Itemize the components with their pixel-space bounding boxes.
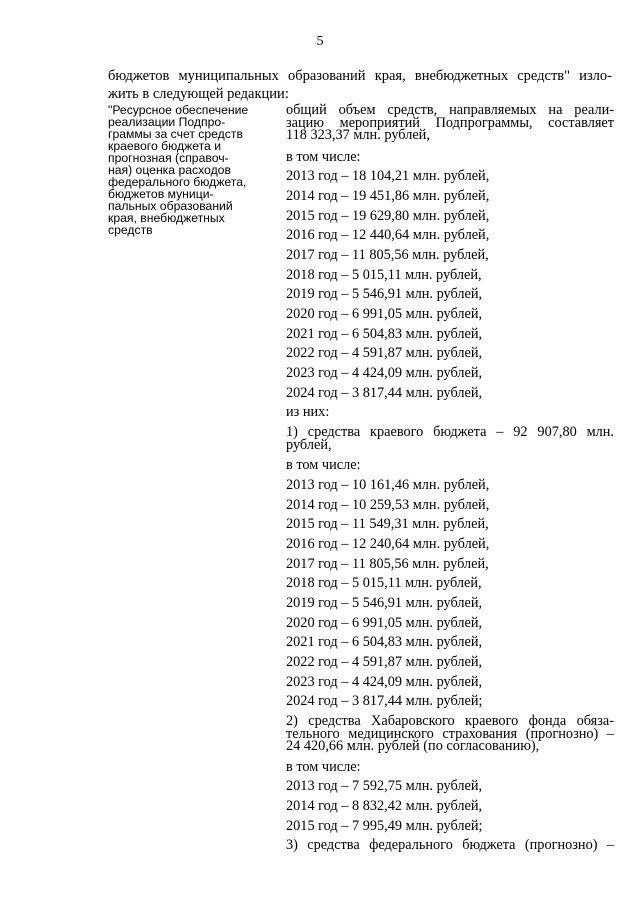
fund-line: 24 420,66 млн. рублей (по согласованию), bbox=[286, 738, 540, 755]
year-line: 2019 год – 5 546,91 млн. рублей, bbox=[286, 594, 483, 611]
year-line: 2014 год – 10 259,53 млн. рублей, bbox=[286, 496, 490, 513]
page-number: 5 bbox=[316, 34, 324, 49]
year-line: 2020 год – 6 991,05 млн. рублей, bbox=[286, 614, 483, 631]
year-line: 2016 год – 12 440,64 млн. рублей, bbox=[286, 227, 490, 244]
label-line: средств bbox=[108, 223, 153, 237]
regional-line: рублей, bbox=[286, 436, 332, 453]
label-line: краевого бюджета и bbox=[108, 139, 222, 153]
label-line: "Ресурсное обеспечение bbox=[108, 103, 249, 117]
intro-line: жить в следующей редакции: bbox=[108, 86, 289, 102]
label-line: края, внебюджетных bbox=[108, 211, 225, 225]
year-line: 2018 год – 5 015,11 млн. рублей, bbox=[286, 266, 482, 283]
regional-budget-paragraph bbox=[286, 426, 614, 451]
year-line: 2013 год – 10 161,46 млн. рублей, bbox=[286, 476, 490, 493]
fund-line: тельного медицинского страхования (прогнозно) – bbox=[286, 725, 614, 742]
total-volume-paragraph bbox=[286, 104, 614, 142]
year-line: 2022 год – 4 591,87 млн. рублей, bbox=[286, 654, 483, 670]
year-line: 2015 год – 7 995,49 млн. рублей; bbox=[286, 817, 483, 834]
label-line: граммы за счет средств bbox=[108, 127, 243, 141]
year-line: 2021 год – 6 504,83 млн. рублей, bbox=[286, 634, 483, 651]
including-label: в том числе: bbox=[286, 758, 361, 775]
year-line: 2024 год – 3 817,44 млн. рублей; bbox=[286, 693, 483, 710]
year-line: 2014 год – 19 451,86 млн. рублей, bbox=[286, 187, 490, 204]
regional-line: 1) средства краевого бюджета – 92 907,80 млн. bbox=[286, 424, 614, 441]
federal-budget-line: 3) средства федерального бюджета (прогнозно) – bbox=[286, 837, 614, 854]
year-line: 2024 год – 3 817,44 млн. рублей, bbox=[286, 384, 483, 401]
year-line: 2018 год – 5 015,11 млн. рублей, bbox=[286, 575, 482, 592]
year-line: 2015 год – 11 549,31 млн. рублей, bbox=[286, 516, 489, 533]
intro-paragraph bbox=[108, 67, 612, 103]
year-line: 2017 год – 11 805,56 млн. рублей, bbox=[286, 555, 489, 572]
funding-details bbox=[286, 104, 614, 856]
label-line: федерального бюджета, bbox=[108, 175, 247, 189]
including-label: в том числе: bbox=[286, 457, 361, 474]
label-line: реализации Подпро- bbox=[108, 115, 226, 129]
year-line: 2015 год – 19 629,80 млн. рублей, bbox=[286, 207, 490, 224]
of-them-label: из них: bbox=[286, 404, 330, 421]
year-line: 2013 год – 7 592,75 млн. рублей, bbox=[286, 778, 483, 795]
year-line: 2013 год – 18 104,21 млн. рублей, bbox=[286, 168, 490, 185]
including-label: в том числе: bbox=[286, 148, 361, 165]
year-line: 2021 год – 6 504,83 млн. рублей, bbox=[286, 325, 483, 342]
label-line: бюджетов муници- bbox=[108, 187, 214, 201]
year-line: 2020 год – 6 991,05 млн. рублей, bbox=[286, 306, 483, 322]
intro-line: бюджетов муниципальных образований края, внебюджетных средств" изло- bbox=[108, 68, 612, 84]
year-line: 2016 год – 12 240,64 млн. рублей, bbox=[286, 535, 490, 552]
label-line: пальных образований bbox=[108, 199, 233, 213]
label-line: ная) оценка расходов bbox=[108, 163, 231, 177]
resource-support-label bbox=[108, 104, 273, 236]
year-line: 2017 год – 11 805,56 млн. рублей, bbox=[286, 246, 489, 263]
year-line: 2014 год – 8 832,42 млн. рублей, bbox=[286, 797, 483, 814]
label-line: прогнозная (справоч- bbox=[108, 151, 229, 165]
fund-line: 2) средства Хабаровского краевого фонда обяза- bbox=[286, 713, 614, 730]
year-line: 2019 год – 5 546,91 млн. рублей, bbox=[286, 286, 483, 303]
insurance-fund-paragraph bbox=[286, 715, 614, 753]
year-line: 2023 год – 4 424,09 млн. рублей, bbox=[286, 673, 483, 690]
total-line: 118 323,37 млн. рублей, bbox=[286, 127, 430, 143]
total-line: зацию мероприятий Подпрограммы, составляет bbox=[286, 114, 614, 131]
total-line: общий объем средств, направляемых на реали- bbox=[286, 102, 614, 118]
year-line: 2022 год – 4 591,87 млн. рублей, bbox=[286, 345, 483, 362]
year-line: 2023 год – 4 424,09 млн. рублей, bbox=[286, 365, 483, 382]
